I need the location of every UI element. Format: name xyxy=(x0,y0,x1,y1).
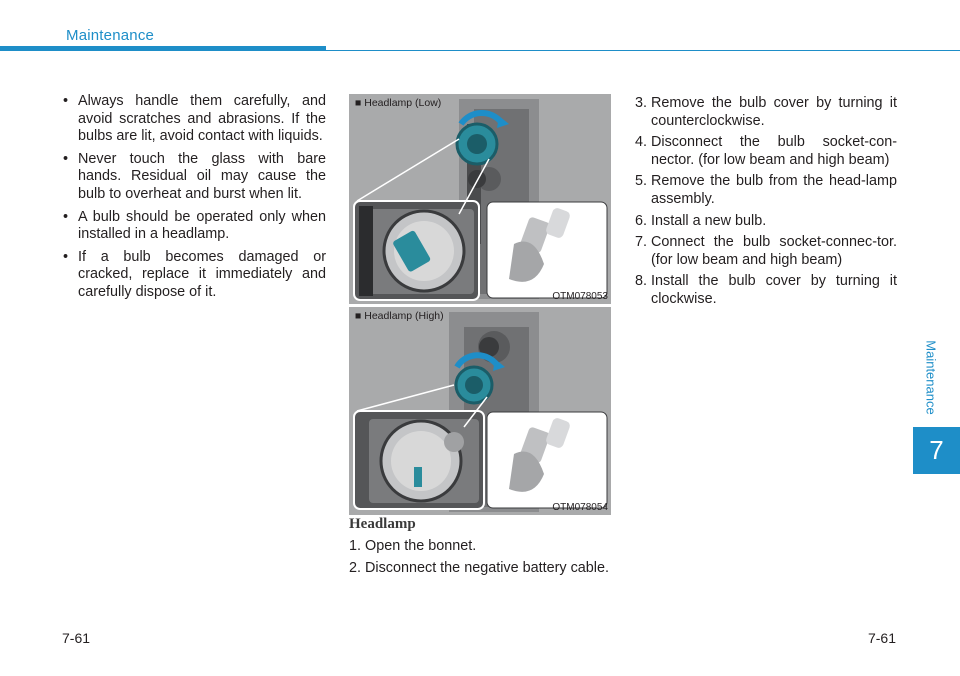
step-item xyxy=(635,134,897,169)
bullet-icon: • xyxy=(63,150,69,167)
step-number: 3. xyxy=(635,95,648,111)
step-number: 7. xyxy=(635,234,648,251)
bullet-item: • If a bulb becomes damaged or cracked, replace it immediately and carefully dispose of it. xyxy=(63,248,326,300)
step-text: Remove the bulb cover by turning it counterclockwise. xyxy=(651,95,897,129)
step-number: 8. xyxy=(635,273,648,290)
step-item xyxy=(635,234,897,269)
step-text: Disconnect the negative battery cable. xyxy=(365,559,609,576)
page-number-right: 7-61 xyxy=(867,630,896,646)
step-text: Open the bonnet. xyxy=(365,538,477,554)
step-item xyxy=(635,173,897,208)
step-text: Connect the bulb socket-connec-tor. (for low beam and high beam) xyxy=(651,234,897,268)
step-item xyxy=(635,95,897,130)
side-section-label xyxy=(921,335,941,425)
right-column-steps xyxy=(635,95,897,313)
bullet-icon: • xyxy=(63,208,69,225)
figure-code: OTM078053 xyxy=(552,291,608,302)
left-column xyxy=(62,93,326,307)
bullet-item: • Always handle them carefully, and avoid scratches and abrasions. If the bulbs are lit, avoid contact with liquids. xyxy=(63,93,326,145)
figure-code: OTM078054 xyxy=(552,502,608,513)
step-number: 2. xyxy=(349,559,362,576)
header-rule xyxy=(0,50,960,51)
step-text: Install a new bulb. xyxy=(651,212,767,229)
step-number: 4. xyxy=(635,134,648,151)
headlamp-high-illustration xyxy=(349,307,611,515)
headlamp-heading: Headlamp xyxy=(349,516,416,532)
step-item xyxy=(349,538,612,556)
bullet-icon: • xyxy=(63,93,69,109)
step-item xyxy=(635,273,897,308)
step-text: Remove the bulb from the head-lamp assembly. xyxy=(651,173,897,207)
figure-caption: ■ Headlamp (Low) xyxy=(355,97,442,109)
bullet-list xyxy=(62,93,326,302)
section-title: Maintenance xyxy=(66,27,155,44)
step-number: 6. xyxy=(635,212,648,229)
bullet-item: • A bulb should be operated only when installed in a headlamp. xyxy=(63,208,326,243)
step-number: 1. xyxy=(349,538,362,554)
step-item xyxy=(635,213,897,231)
step-item xyxy=(349,560,612,578)
middle-column-steps xyxy=(349,538,612,581)
step-text: Disconnect the bulb socket-con-nector. (for low beam and high beam) xyxy=(651,134,897,168)
bullet-item: • Never touch the glass with bare hands. Residual oil may cause the bulb to overheat and burst when lit. xyxy=(63,150,326,202)
step-text: Install the bulb cover by turning it clockwise. xyxy=(651,273,897,307)
steps-list xyxy=(349,538,612,577)
steps-list xyxy=(635,95,897,309)
figure-headlamp-high xyxy=(349,307,611,515)
side-section-label-text: Maintenance xyxy=(923,340,939,415)
bullet-icon: • xyxy=(63,248,69,265)
step-number: 5. xyxy=(635,173,648,190)
chapter-number-tab: 7 xyxy=(913,427,960,474)
figure-headlamp-low xyxy=(349,94,611,304)
headlamp-low-illustration xyxy=(349,94,611,304)
figure-caption: ■ Headlamp (High) xyxy=(355,310,444,322)
page-number-left: 7-61 xyxy=(62,630,91,646)
